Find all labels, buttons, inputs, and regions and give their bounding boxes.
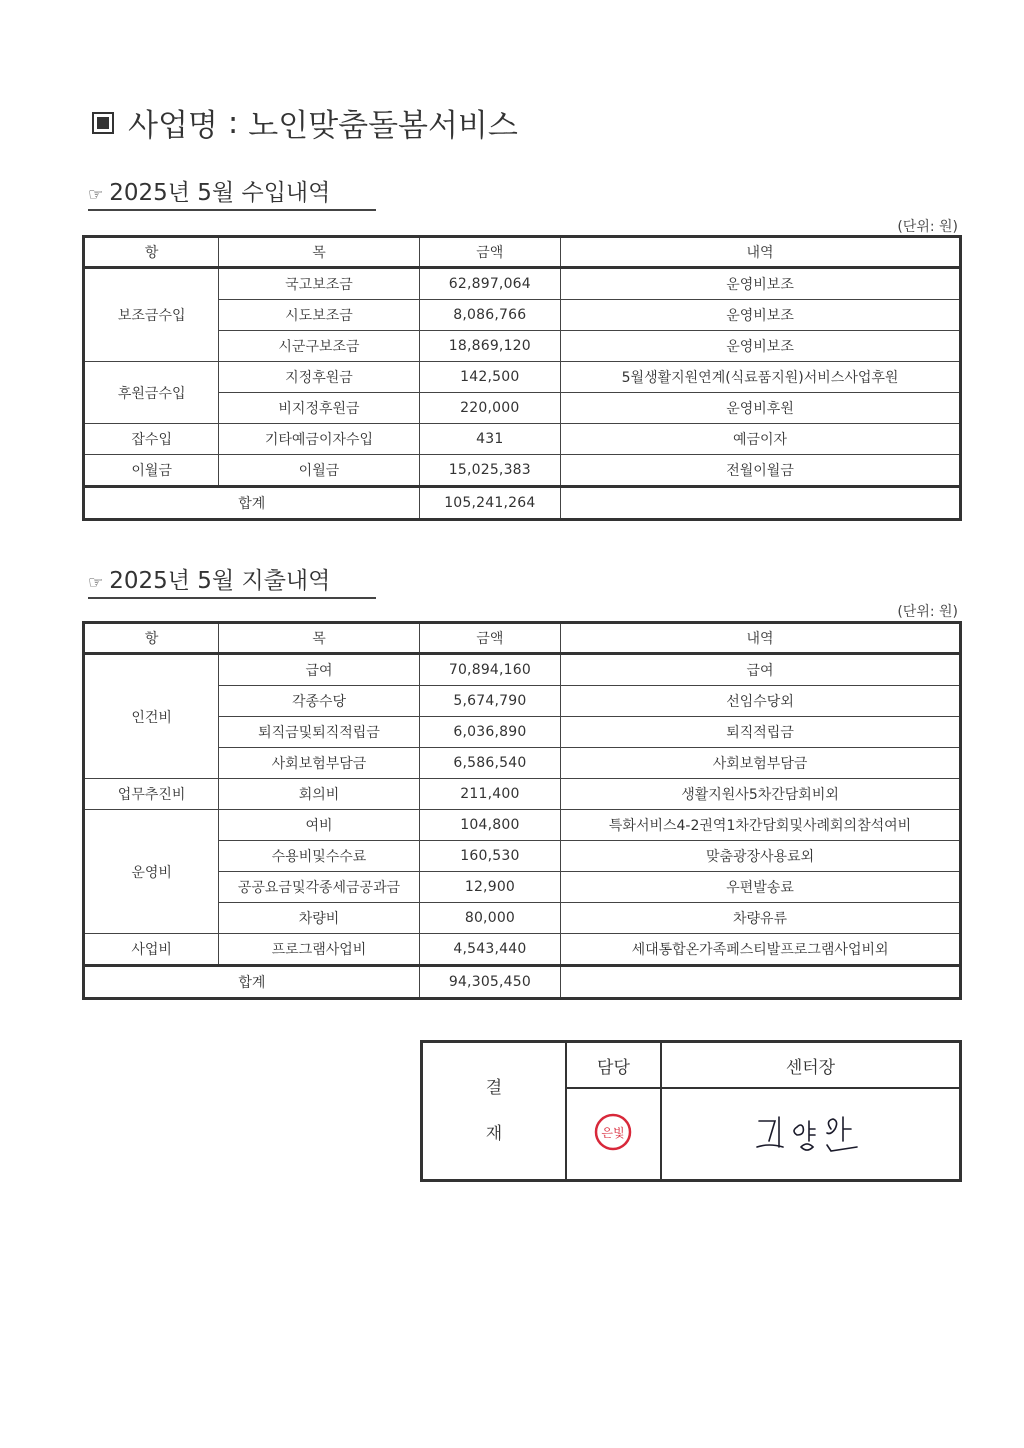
approval-label-bottom: 재 — [485, 1124, 503, 1144]
hang-cell: 보조금수입 — [84, 268, 219, 362]
amount-cell: 6,586,540 — [419, 748, 560, 779]
expense-unit: (단위: 원) — [897, 604, 958, 620]
title-colon: : — [227, 104, 239, 141]
hang-cell: 업무추진비 — [84, 779, 219, 810]
mok-cell: 퇴직금및퇴직적립금 — [219, 717, 420, 748]
mok-cell: 회의비 — [219, 779, 420, 810]
mok-cell: 각종수당 — [219, 686, 420, 717]
table-row — [84, 810, 961, 841]
signature-cell — [661, 1088, 961, 1181]
amount-cell: 80,000 — [419, 903, 560, 934]
seal-stamp — [593, 1112, 633, 1156]
header-mok: 목 — [219, 623, 420, 654]
mok-cell: 사회보험부담금 — [219, 748, 420, 779]
amount-cell: 8,086,766 — [419, 300, 561, 331]
amount-cell: 220,000 — [419, 393, 561, 424]
mok-cell: 시군구보조금 — [219, 331, 419, 362]
mok-cell: 프로그램사업비 — [219, 934, 420, 966]
mok-cell: 시도보조금 — [219, 300, 419, 331]
total-label: 합계 — [84, 487, 420, 520]
table-row — [84, 455, 961, 487]
amount-cell: 160,530 — [419, 841, 560, 872]
hang-cell: 운영비 — [84, 810, 219, 934]
desc-cell: 세대통합온가족페스티발프로그램사업비외 — [561, 934, 961, 966]
expense-heading — [88, 562, 376, 599]
pointing-hand-icon: ☞ — [88, 573, 104, 593]
desc-cell: 특화서비스4-2권역1차간담회및사례회의참석여비 — [561, 810, 961, 841]
income-table — [82, 235, 962, 521]
desc-cell: 5월생활지원연계(식료품지원)서비스사업후원 — [561, 362, 961, 393]
income-unit: (단위: 원) — [897, 219, 958, 235]
table-row — [84, 654, 961, 686]
seal-cell — [566, 1088, 661, 1181]
pointing-hand-icon: ☞ — [88, 185, 104, 205]
header-desc: 내역 — [561, 623, 961, 654]
mok-cell: 이월금 — [219, 455, 419, 487]
mok-cell: 공공요금및각종세금공과금 — [219, 872, 420, 903]
signature — [745, 1107, 875, 1161]
hang-cell: 이월금 — [84, 455, 219, 487]
header-mok: 목 — [219, 237, 419, 268]
total-amount: 94,305,450 — [419, 966, 560, 999]
amount-cell: 211,400 — [419, 779, 560, 810]
table-row — [84, 779, 961, 810]
header-desc: 내역 — [561, 237, 961, 268]
amount-cell: 15,025,383 — [419, 455, 561, 487]
mok-cell: 수용비및수수료 — [219, 841, 420, 872]
mok-cell: 급여 — [219, 654, 420, 686]
mok-cell: 지정후원금 — [219, 362, 419, 393]
desc-cell: 급여 — [561, 654, 961, 686]
income-heading-text: 2025년 5월 수입내역 — [109, 180, 331, 206]
amount-cell: 70,894,160 — [419, 654, 560, 686]
col-damdang: 담당 — [566, 1042, 661, 1089]
header-amount: 금액 — [419, 237, 561, 268]
mok-cell: 차량비 — [219, 903, 420, 934]
amount-cell: 12,900 — [419, 872, 560, 903]
desc-cell: 운영비보조 — [561, 268, 961, 300]
desc-cell: 선임수당외 — [561, 686, 961, 717]
hang-cell: 후원금수입 — [84, 362, 219, 424]
desc-cell: 우편발송료 — [561, 872, 961, 903]
amount-cell: 18,869,120 — [419, 331, 561, 362]
amount-cell: 62,897,064 — [419, 268, 561, 300]
desc-cell: 운영비보조 — [561, 300, 961, 331]
seal-icon — [593, 1112, 633, 1152]
table-row — [84, 934, 961, 966]
table-header-row — [84, 623, 961, 654]
total-row — [84, 966, 961, 999]
total-row — [84, 487, 961, 520]
table-header-row — [84, 237, 961, 268]
total-desc-empty — [561, 487, 961, 520]
total-desc-empty — [561, 966, 961, 999]
amount-cell: 104,800 — [419, 810, 560, 841]
hang-cell: 사업비 — [84, 934, 219, 966]
mok-cell: 국고보조금 — [219, 268, 419, 300]
header-hang: 항 — [84, 623, 219, 654]
header-hang: 항 — [84, 237, 219, 268]
approval-box — [420, 1040, 962, 1182]
desc-cell: 운영비보조 — [561, 331, 961, 362]
signature-icon — [745, 1107, 875, 1157]
mok-cell: 여비 — [219, 810, 420, 841]
total-label: 합계 — [84, 966, 420, 999]
table-row — [84, 362, 961, 393]
square-bullet-icon — [92, 112, 114, 134]
total-amount: 105,241,264 — [419, 487, 561, 520]
approval-label — [422, 1042, 567, 1181]
desc-cell: 전월이월금 — [561, 455, 961, 487]
hang-cell: 인건비 — [84, 654, 219, 779]
mok-cell: 기타예금이자수입 — [219, 424, 419, 455]
amount-cell: 6,036,890 — [419, 717, 560, 748]
mok-cell: 비지정후원금 — [219, 393, 419, 424]
desc-cell: 사회보험부담금 — [561, 748, 961, 779]
title-value: 노인맞춤돌봄서비스 — [248, 108, 518, 144]
expense-heading-text: 2025년 5월 지출내역 — [109, 568, 331, 594]
col-center-head: 센터장 — [661, 1042, 961, 1089]
expense-table — [82, 621, 962, 1000]
title-label: 사업명 — [128, 108, 218, 144]
header-amount: 금액 — [419, 623, 560, 654]
hang-cell: 잡수입 — [84, 424, 219, 455]
svg-text:은빛: 은빛 — [601, 1126, 626, 1140]
table-row — [84, 268, 961, 300]
page-title — [92, 100, 518, 145]
desc-cell: 퇴직적립금 — [561, 717, 961, 748]
table-row — [84, 424, 961, 455]
desc-cell: 예금이자 — [561, 424, 961, 455]
amount-cell: 4,543,440 — [419, 934, 560, 966]
desc-cell: 차량유류 — [561, 903, 961, 934]
amount-cell: 142,500 — [419, 362, 561, 393]
desc-cell: 맞춤광장사용료외 — [561, 841, 961, 872]
amount-cell: 431 — [419, 424, 561, 455]
approval-label-top: 결 — [485, 1078, 503, 1098]
amount-cell: 5,674,790 — [419, 686, 560, 717]
desc-cell: 운영비후원 — [561, 393, 961, 424]
income-heading — [88, 174, 376, 211]
desc-cell: 생활지원사5차간담회비외 — [561, 779, 961, 810]
